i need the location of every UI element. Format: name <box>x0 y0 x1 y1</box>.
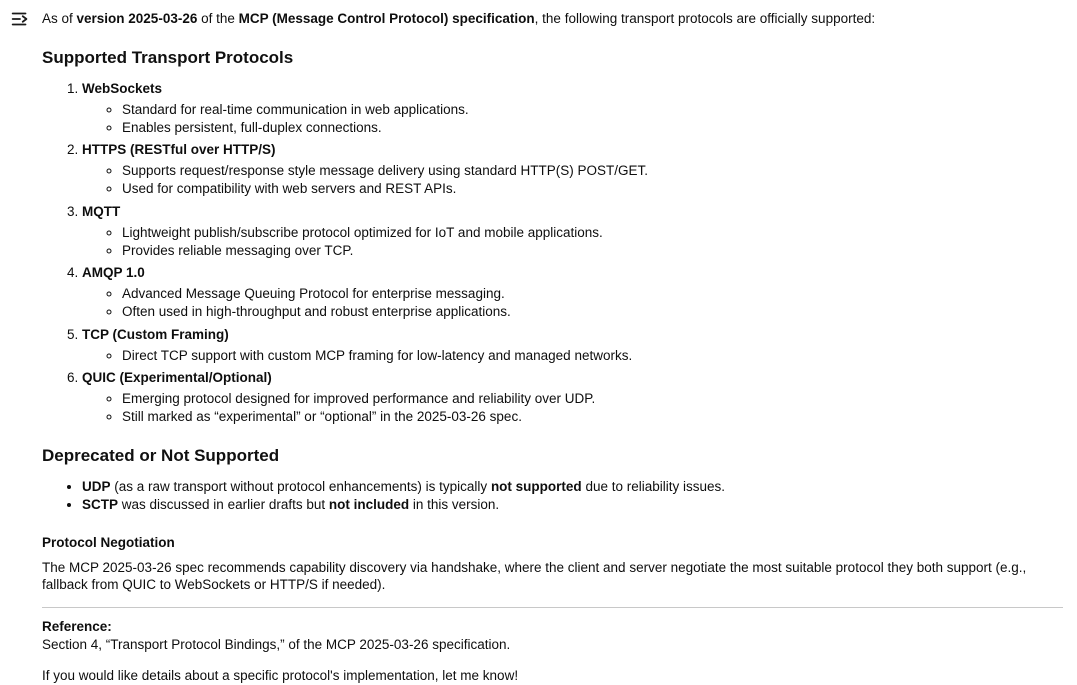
protocol-detail-list <box>82 101 1063 137</box>
intro-text: As of <box>42 11 77 26</box>
protocol-detail: ◦ Lightweight publish/subscribe protocol optimized for IoT and mobile applications. <box>122 224 1063 242</box>
protocol-detail: ◦ Standard for real-time communication in web applications. <box>122 101 1063 119</box>
reference-text: Section 4, “Transport Protocol Bindings,” of the MCP 2025-03-26 specification. <box>42 636 511 652</box>
protocol-title: WebSockets <box>82 80 163 96</box>
protocol-item-mqtt <box>82 203 1063 260</box>
protocol-title: TCP (Custom Framing) <box>82 327 229 342</box>
heading-protocol-negotiation: Protocol Negotiation <box>42 534 175 550</box>
protocol-item-websockets <box>82 80 1063 137</box>
protocol-title: MQTT <box>82 203 121 219</box>
deprecated-emphasis: not included <box>328 497 410 513</box>
protocol-detail: ◦ Provides reliable messaging over TCP. <box>122 242 1063 260</box>
deprecated-list <box>42 478 1063 514</box>
deprecated-text: in this version. <box>409 497 500 513</box>
protocol-item-https <box>82 141 1063 198</box>
protocol-title: HTTPS (RESTful over HTTP/S) <box>82 142 276 158</box>
intro-version-bold: version 2025-03-26 <box>76 11 198 26</box>
protocol-title: QUIC (Experimental/Optional) <box>82 370 272 386</box>
protocol-detail: ◦ Advanced Message Queuing Protocol for enterprise messaging. <box>122 285 1063 303</box>
protocol-detail-list <box>82 224 1063 260</box>
deprecated-emphasis: not supported <box>490 479 582 495</box>
deprecated-item-sctp <box>82 496 1063 514</box>
heading-supported-transport-protocols: Supported Transport Protocols <box>42 47 294 67</box>
section-divider <box>42 607 1063 608</box>
reference-paragraph <box>42 618 1063 653</box>
intro-paragraph <box>42 10 1063 28</box>
supported-protocols-list <box>42 80 1063 426</box>
protocol-detail-list <box>82 162 1063 198</box>
deprecated-term: UDP <box>82 479 111 495</box>
protocol-detail: ◦ Emerging protocol designed for improved performance and reliability over UDP. <box>122 390 1063 408</box>
protocol-detail-list <box>82 347 1063 365</box>
protocol-item-amqp <box>82 264 1063 321</box>
intro-text: , the following transport protocols are officially supported: <box>534 11 876 26</box>
negotiation-paragraph: The MCP 2025-03-26 spec recommends capability discovery via handshake, where the client and server negotiate the most suitable protocol they both support (e.g., fallback from QUIC to WebSockets or HTTP/S if needed). <box>42 559 1027 593</box>
protocol-detail: ◦ Direct TCP support with custom MCP framing for low-latency and managed networks. <box>122 347 1063 365</box>
deprecated-term: SCTP <box>82 497 119 513</box>
protocol-item-quic <box>82 369 1063 426</box>
message-content <box>42 7 1063 685</box>
deprecated-text: (as a raw transport without protocol enhancements) is typically <box>110 479 491 495</box>
protocol-detail: ◦ Enables persistent, full-duplex connections. <box>122 119 1063 137</box>
deprecated-text: due to reliability issues. <box>581 479 726 495</box>
deprecated-text: was discussed in earlier drafts but <box>118 497 329 513</box>
protocol-detail: ◦ Still marked as “experimental” or “optional” in the 2025-03-26 spec. <box>122 408 1063 426</box>
protocol-detail-list <box>82 285 1063 321</box>
intro-text: of the <box>197 11 239 26</box>
reference-label: Reference: <box>42 618 112 634</box>
heading-deprecated-or-not-supported: Deprecated or Not Supported <box>42 445 280 465</box>
protocol-detail-list <box>82 390 1063 426</box>
intro-spec-bold: MCP (Message Control Protocol) specification <box>238 11 535 26</box>
closing-paragraph: If you would like details about a specific protocol's implementation, let me know! <box>42 668 519 684</box>
deprecated-item-udp <box>82 478 1063 496</box>
protocol-detail: ◦ Used for compatibility with web servers and REST APIs. <box>122 180 1063 198</box>
protocol-title: AMQP 1.0 <box>82 265 145 281</box>
text-lines-arrow-icon <box>9 8 31 30</box>
protocol-detail: ◦ Supports request/response style message delivery using standard HTTP(S) POST/GET. <box>122 162 1063 180</box>
protocol-item-tcp <box>82 326 1063 364</box>
protocol-detail: ◦ Often used in high-throughput and robust enterprise applications. <box>122 303 1063 321</box>
